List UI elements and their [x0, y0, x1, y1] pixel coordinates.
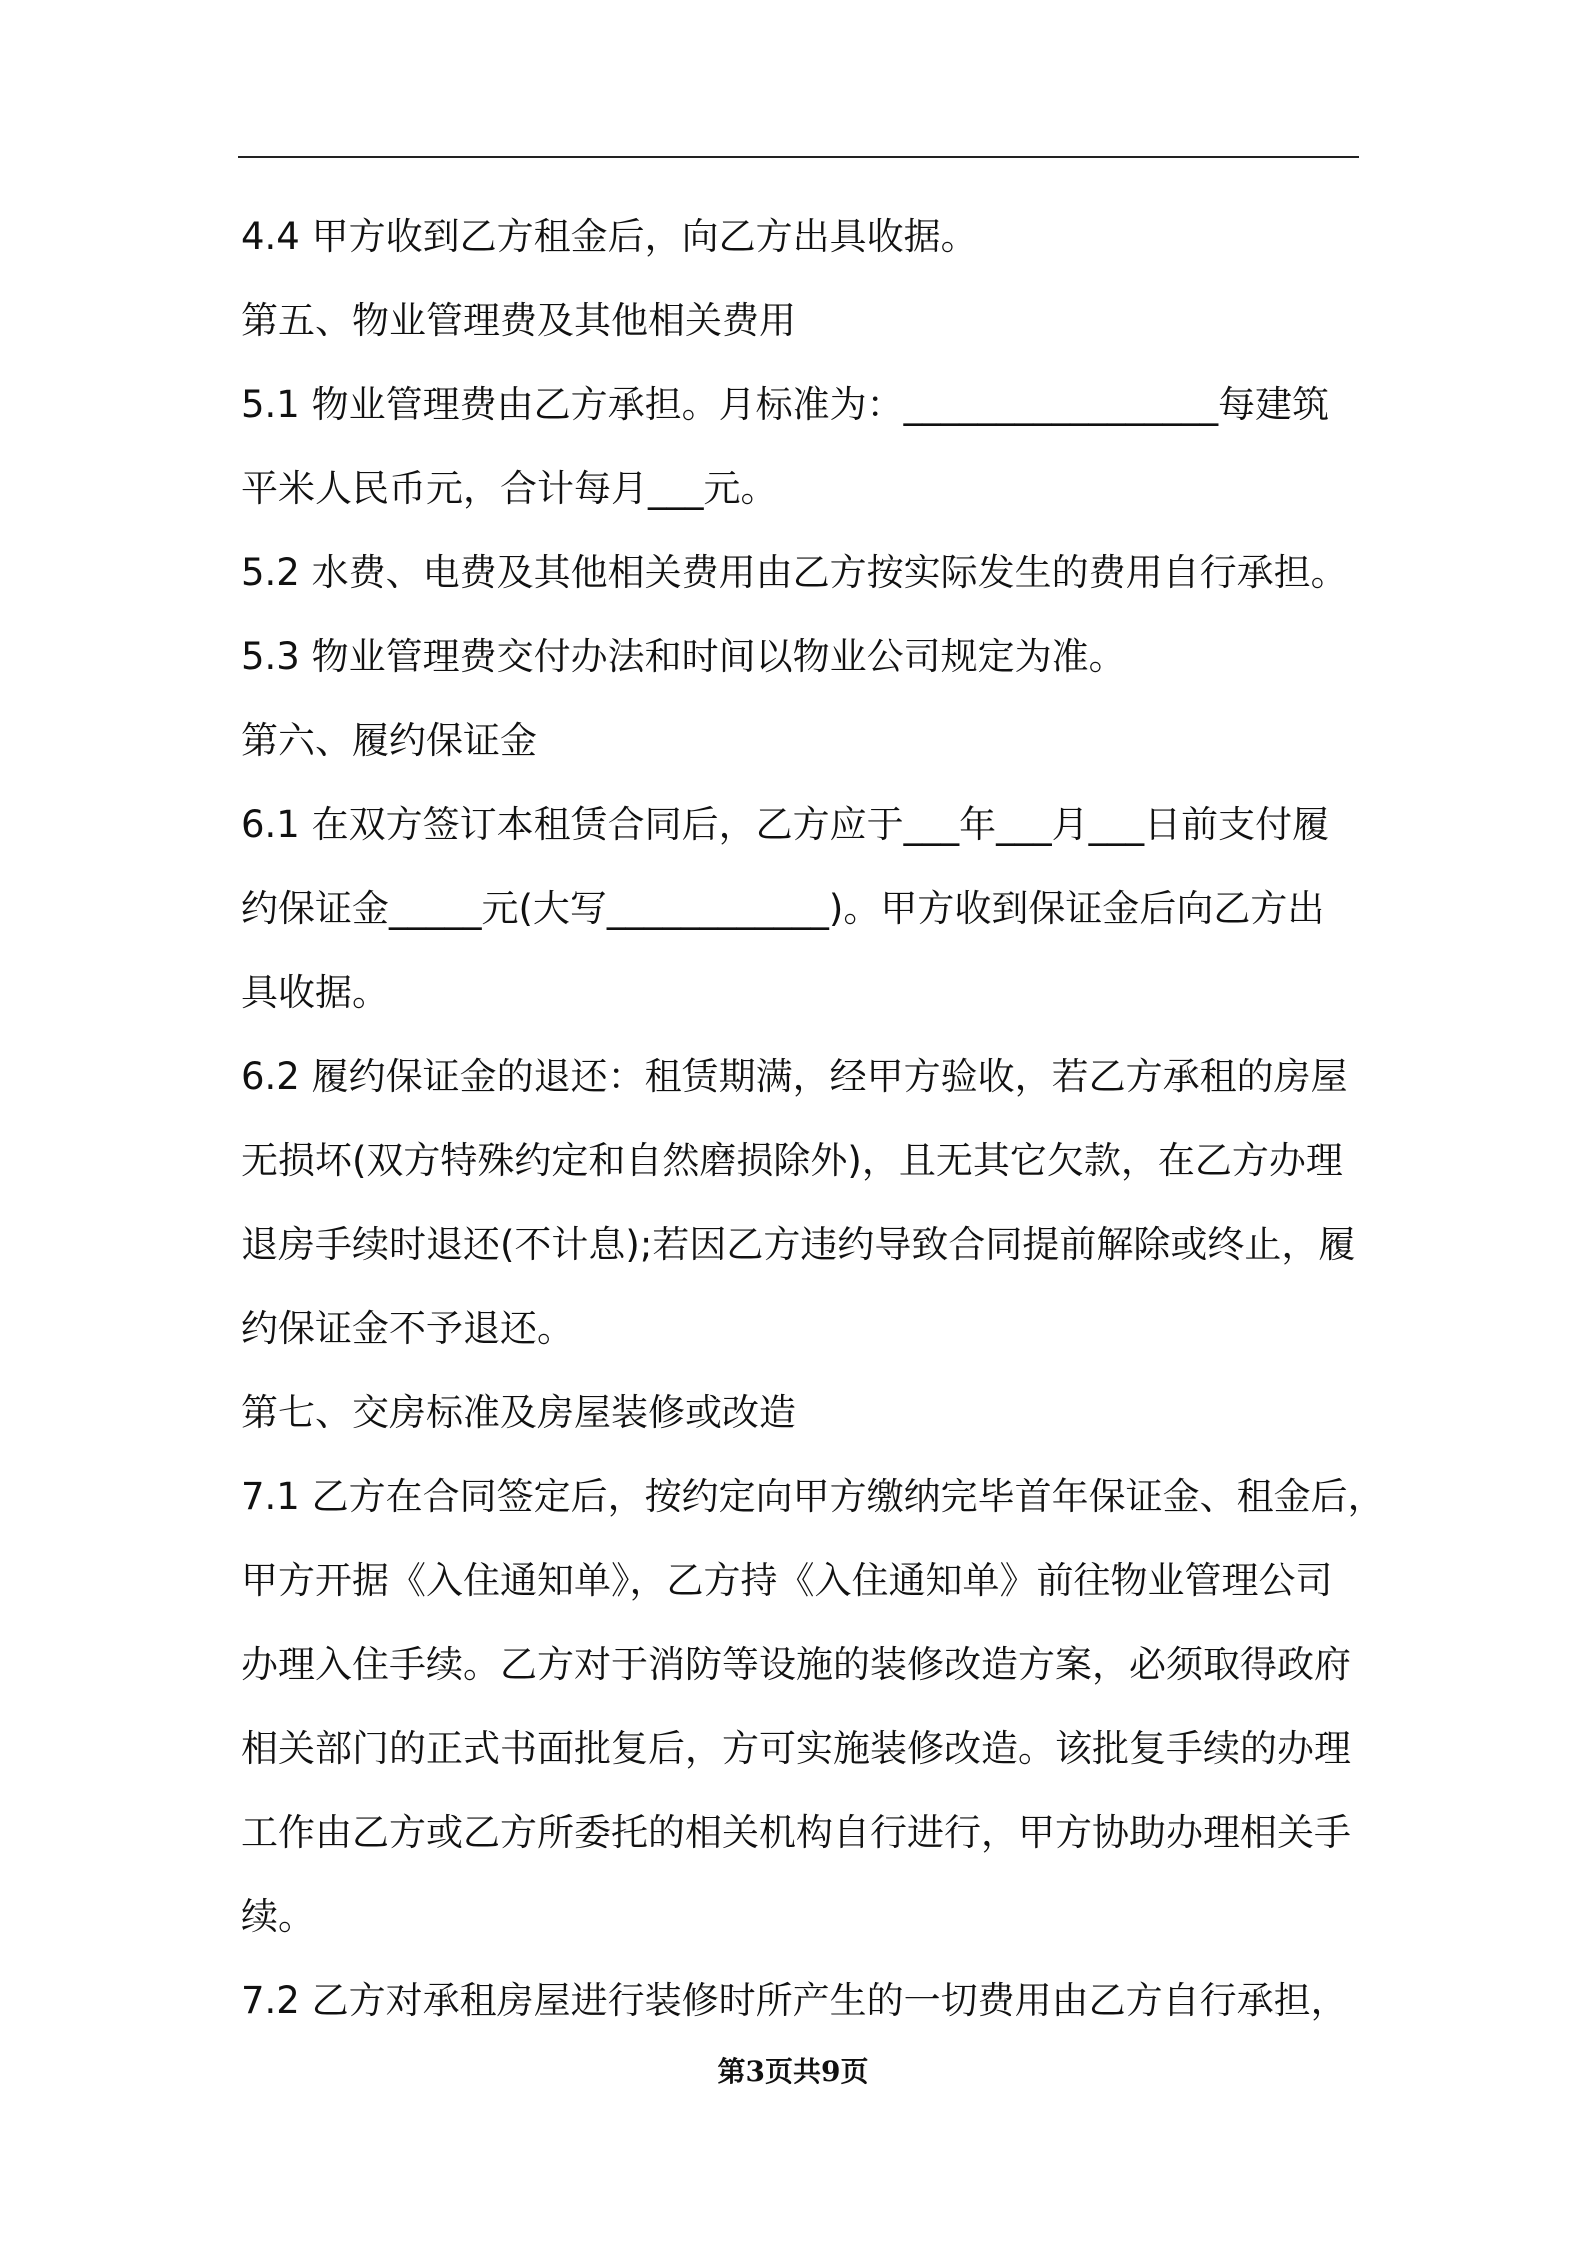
section-heading: 第五、物业管理费及其他相关费用: [241, 299, 796, 342]
text-line: 7.2 乙方对承租房屋进行装修时所产生的一切费用由乙方自行承担，: [241, 1979, 1348, 2022]
text-line: 7.1 乙方在合同签定后，按约定向甲方缴纳完毕首年保证金、租金后，: [241, 1475, 1385, 1518]
text-line: 无损坏(双方特殊约定和自然磨损除外)，且无其它欠款，在乙方办理: [241, 1139, 1343, 1182]
document-body: [241, 195, 1385, 2043]
text-line: 6.2 履约保证金的退还：租赁期满，经甲方验收，若乙方承租的房屋: [241, 1055, 1348, 1098]
text-line: 甲方开据《入住通知单》，乙方持《入住通知单》前往物业管理公司: [241, 1559, 1333, 1602]
text-line: 约保证金_____元(大写____________)。甲方收到保证金后向乙方出: [241, 887, 1325, 930]
text-line: 5.3 物业管理费交付办法和时间以物业公司规定为准。: [241, 635, 1126, 678]
page-number-footer: 第3页共9页: [717, 2055, 869, 2088]
text-line: 5.1 物业管理费由乙方承担。月标准为：_________________每建筑: [241, 383, 1330, 426]
text-line: 5.2 水费、电费及其他相关费用由乙方按实际发生的费用自行承担。: [241, 551, 1348, 594]
text-line: 相关部门的正式书面批复后，方可实施装修改造。该批复手续的办理: [241, 1727, 1351, 1770]
text-line: 退房手续时退还(不计息);若因乙方违约导致合同提前解除或终止，履: [241, 1223, 1356, 1266]
text-line: 办理入住手续。乙方对于消防等设施的装修改造方案，必须取得政府: [241, 1643, 1351, 1686]
section-heading: 第七、交房标准及房屋装修或改造: [241, 1391, 796, 1434]
text-line: 平米人民币元，合计每月___元。: [241, 467, 778, 510]
header-rule: [238, 156, 1359, 158]
text-line: 工作由乙方或乙方所委托的相关机构自行进行，甲方协助办理相关手: [241, 1811, 1351, 1854]
section-heading: 第六、履约保证金: [241, 719, 537, 762]
text-line: 4.4 甲方收到乙方租金后，向乙方出具收据。: [241, 215, 978, 258]
text-line: 6.1 在双方签订本租赁合同后，乙方应于___年___月___日前支付履: [241, 803, 1330, 846]
text-line: 具收据。: [241, 971, 389, 1014]
text-line: 约保证金不予退还。: [241, 1307, 574, 1350]
text-line: 续。: [241, 1895, 315, 1938]
